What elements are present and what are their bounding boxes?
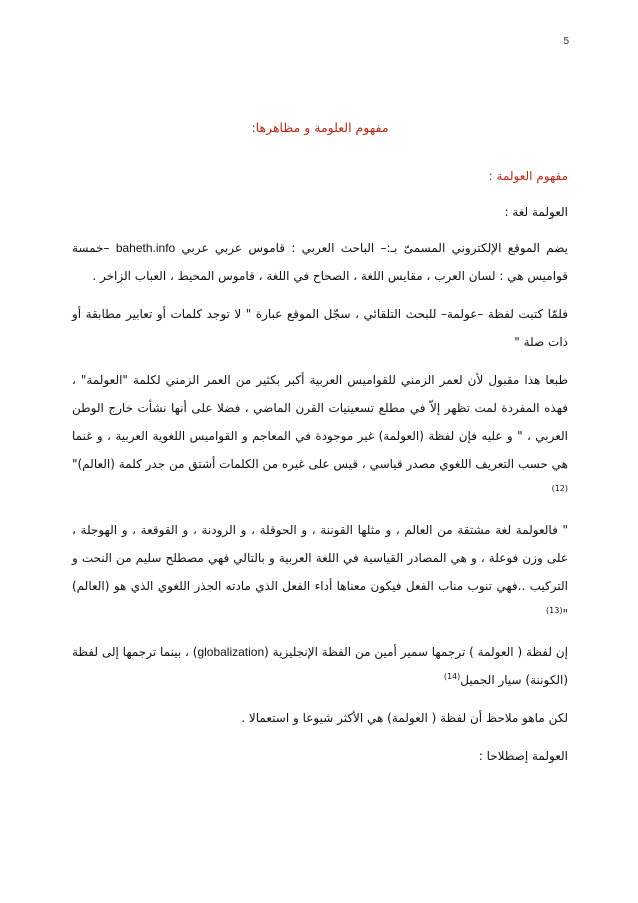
- section-title: مفهوم العلومة و مظاهرها:: [251, 120, 389, 135]
- paragraph-2: فلمّا كتبت لفظة –عولمة– للبحث التلقائي ، سجّل الموقع عبارة " لا توجد كلمات أو تعابير مطابقة أو ذات صلة ": [72, 307, 568, 349]
- paragraph-5-a: إن لفظة ( العولمة ) ترجمها سمير أمين من الفظة الإنجليزية (: [264, 645, 568, 659]
- paragraph-5-b: ) ، بينما ترجمها إلى لفظة (الكوننة) سيار الجميل: [72, 645, 568, 687]
- footnote-ref-13: (13): [546, 606, 563, 615]
- document-body: [72, 114, 568, 778]
- heading-term: العولمة إصطلاحا :: [478, 749, 568, 763]
- paragraph-5: [72, 638, 568, 694]
- site-name: baheth.info: [115, 241, 176, 255]
- paragraph-3-text: طبعا هذا مقبول لأن لعمر الزمني للقواميس العربية أكبر بكثير من العمر الزمني لكلمة "العولمة" ، فهذه المفردة لمت تظهر إلاّ في مطلع تسعينيات القرن الماضي ، فضلا على أنها نشأت خارج الوطن العربي ، " و عليه فإن لفظة (العولمة) غير موجودة في المعاجم و القواميس اللغوية العربية ، و غنما هي حسب التعريف اللغوي مصدر قياسي ، قيس على غيره من الكلمات أشتق من جدر كلمة (العالم)": [71, 373, 568, 471]
- subtitle: مفهوم العولمة :: [488, 169, 568, 183]
- heading-lang: العولمة لغة :: [504, 205, 568, 219]
- paragraph-3: [72, 366, 568, 506]
- paragraph-4: [72, 516, 568, 628]
- paragraph-1: [72, 234, 568, 290]
- footnote-ref-12: (12): [551, 484, 568, 493]
- footnote-ref-14: (14): [443, 672, 461, 681]
- page-number: 5: [563, 36, 569, 47]
- english-term: globalization: [197, 645, 265, 659]
- paragraph-1-a: يضم الموقع الإلكتروني المسمىّ بـ:– الباحث العربي : قاموس عربي عربي: [175, 241, 569, 255]
- paragraph-6: لكن ماهو ملاحظ أن لفظة ( العولمة) هي الأكثر شيوعا و استعمالا .: [241, 711, 568, 725]
- paragraph-1-b: –خمسة قواميس هي : لسان العرب ، مقايس اللغة ، الصحاح في اللغة ، قاموس المحيط ، العباب الزاخر .: [72, 241, 568, 283]
- paragraph-4-text: " فالعولمة لغة مشتقة من العالم ، و مثلها القوننة ، و الحوقلة ، و الرودنة ، و القوقعة ، و الهوجلة ، على وزن فوعلة ، و هي المصادر القياسية في اللغة العربية و بالتالي فهي مصطلح سليم من النحت و التركيب ..فهي تنوب مناب الفعل فيكون معناها أداء الفعل الذي مادته الجذر اللغوي الذي هو (العالم) ": [72, 523, 568, 621]
